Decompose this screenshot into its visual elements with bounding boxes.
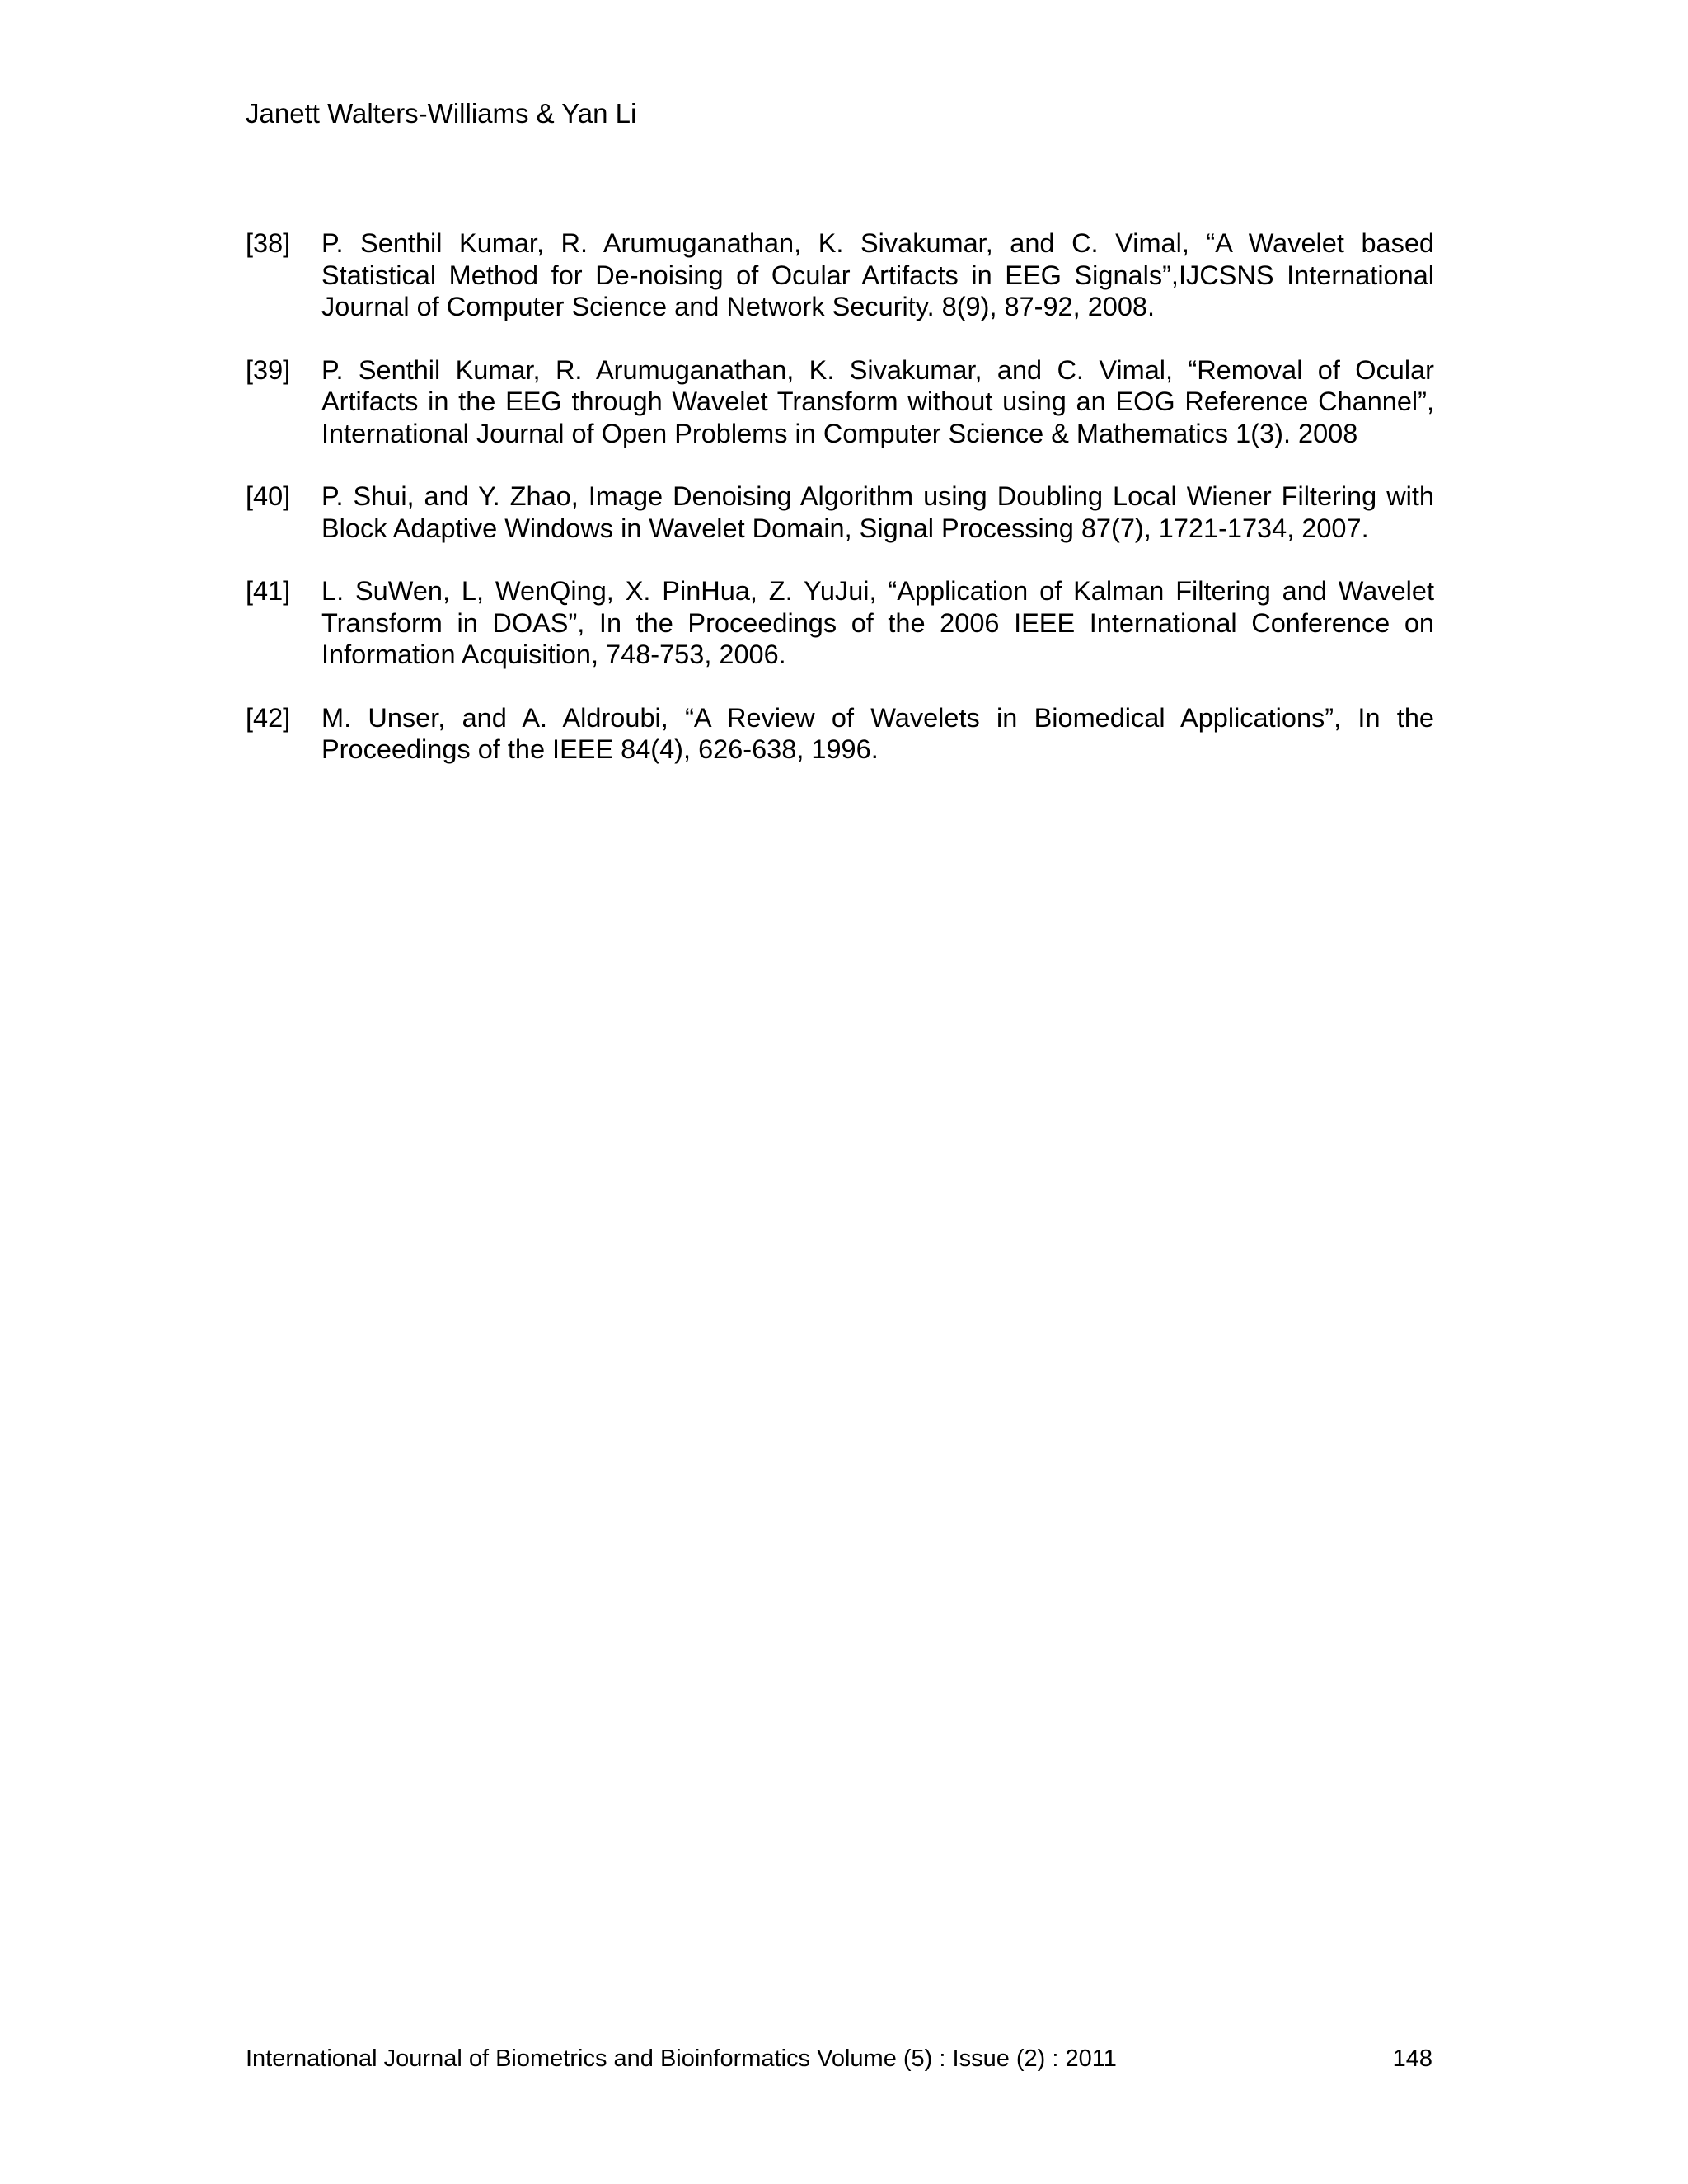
reference-number: [38] [246,228,291,258]
running-header-authors: Janett Walters-Williams & Yan Li [246,98,637,129]
reference-text: M. Unser, and A. Aldroubi, “A Review of Wavelets in Biomedical Applications”, In the Proceedings of the IEEE 84(4), 626-638, 1996. [321,702,1434,764]
reference-number: [40] [246,481,291,511]
reference-number: [42] [246,702,291,733]
reference-item [246,480,1434,544]
reference-text: P. Shui, and Y. Zhao, Image Denoising Algorithm using Doubling Local Wiener Filtering with Block Adaptive Windows in Wavelet Domain, Signal Processing 87(7), 1721-1734, 2007. [321,481,1434,543]
reference-item [246,354,1434,450]
reference-text: L. SuWen, L, WenQing, X. PinHua, Z. YuJui, “Application of Kalman Filtering and Wavelet Transform in DOAS”, In the Proceedings of the 2006 IEEE International Conference on Information Acquisition, 748-753, 2006. [321,576,1434,669]
page-number: 148 [1392,2046,1432,2072]
reference-list [246,227,1434,797]
reference-item [246,702,1434,766]
footer-journal-citation: International Journal of Biometrics and Bioinformatics Volume (5) : Issue (2) : 2011 [246,2046,1117,2072]
reference-item [246,575,1434,671]
reference-text: P. Senthil Kumar, R. Arumuganathan, K. Sivakumar, and C. Vimal, “Removal of Ocular Artifacts in the EEG through Wavelet Transform without using an EOG Reference Channel”, International Journal of Open Problems in Computer Science & Mathematics 1(3). 2008 [321,354,1434,448]
reference-number: [41] [246,576,291,606]
reference-text: P. Senthil Kumar, R. Arumuganathan, K. Sivakumar, and C. Vimal, “A Wavelet based Statistical Method for De-noising of Ocular Artifacts in EEG Signals”,IJCSNS International Journal of Computer Science and Network Security. 8(9), 87-92, 2008. [321,228,1434,321]
reference-item [246,227,1434,323]
reference-number: [39] [246,354,291,385]
